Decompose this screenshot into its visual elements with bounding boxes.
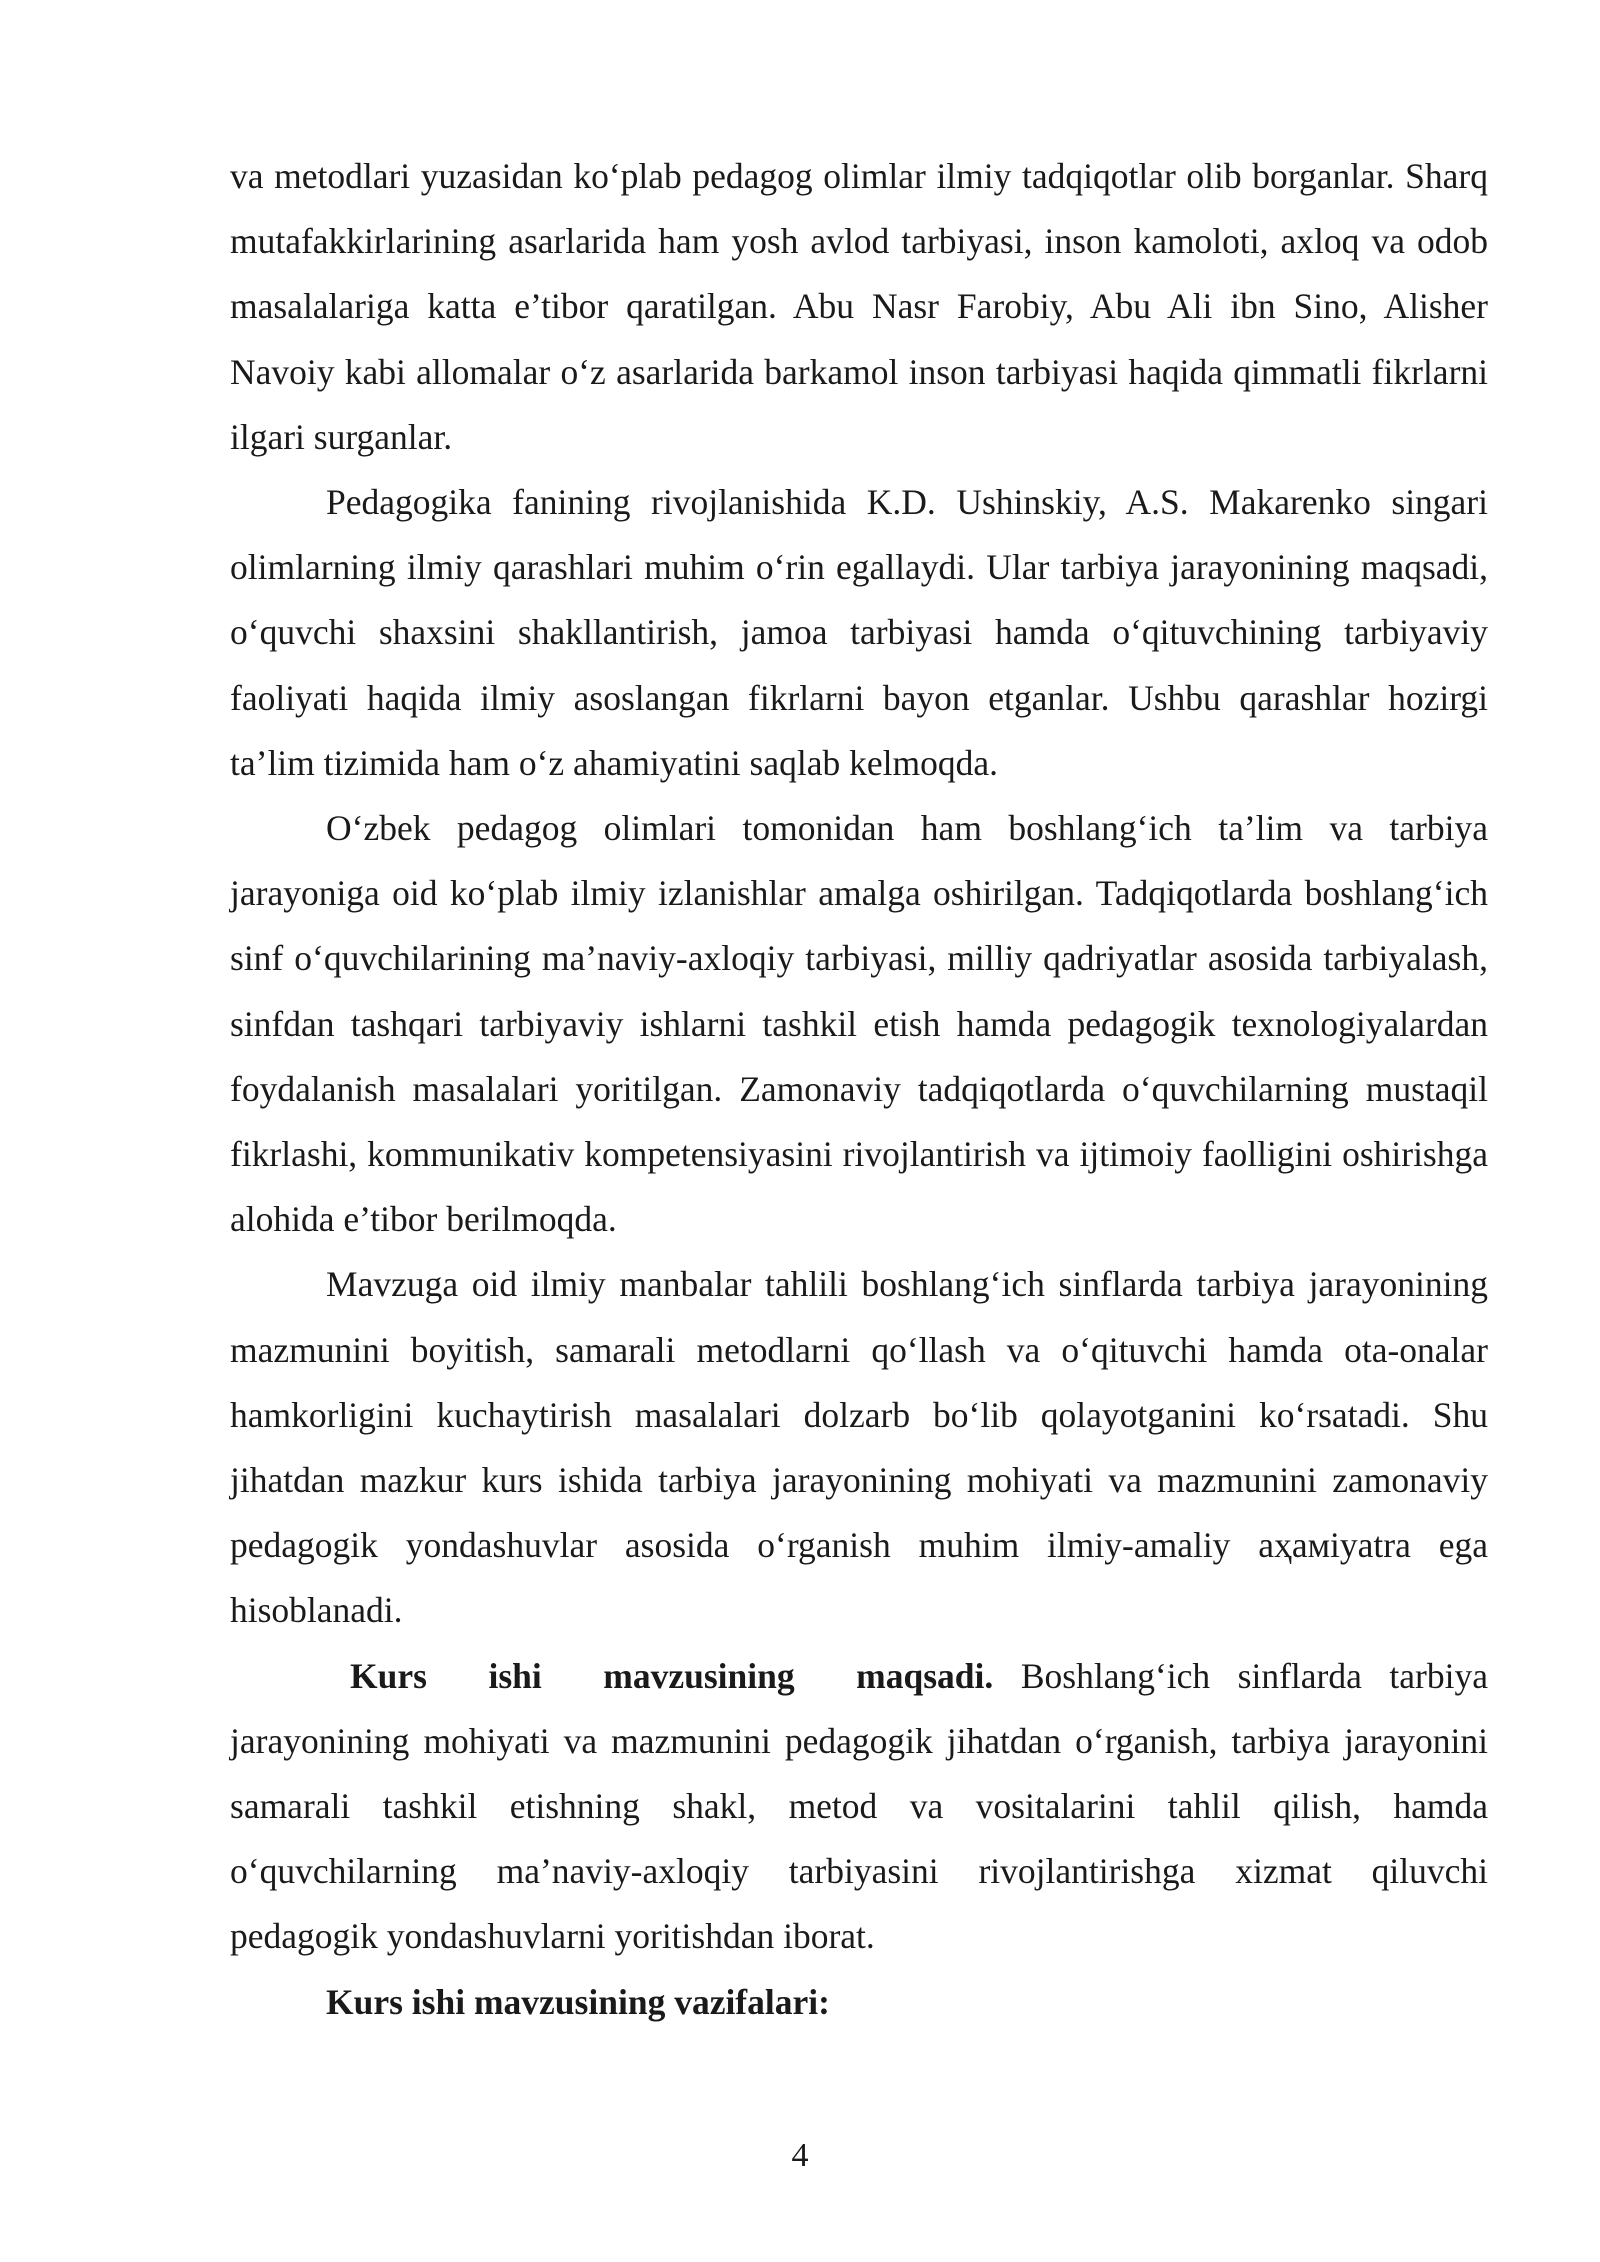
page-number: 4: [791, 2137, 809, 2174]
goal-paragraph: [230, 1644, 1488, 1970]
goal-heading: Kurs ishi mavzusining maqsadi.: [350, 1655, 994, 1696]
goal-text: Boshlang‘ich sinflarda tarbiya jarayonining mohiyati va mazmunini pedagogik jihatdan o‘rganish, tarbiya jarayonini samarali tashkil etishning shakl, metod va vositalarini tahlil qilish, hamda o‘quvchilarning ma’naviy-axloqiy tarbiyasini rivojlantirishga xizmat qiluvchi pedagogik yondashuvlarni yoritishdan iborat.: [230, 1655, 1488, 1957]
paragraph-1: va metodlari yuzasidan ko‘plab pedagog olimlar ilmiy tadqiqotlar olib borganlar. Sharq mutafakkirlarining asarlarida ham yosh avlod tarbiyasi, inson kamoloti, axloq va odob masalalariga katta e’tibor qaratilgan. Abu Nasr Farobiy, Abu Ali ibn Sino, Alisher Navoiy kabi allomalar o‘z asarlarida barkamol inson tarbiyasi haqida qimmatli fikrlarni ilgari surganlar.: [230, 156, 1488, 457]
paragraph-2: Pedagogika fanining rivojlanishida K.D. Ushinskiy, A.S. Makarenko singari olimlarning ilmiy qarashlari muhim o‘rin egallaydi. Ular tarbiya jarayonining maqsadi, o‘quvchi shaxsini shakllantirish, jamoa tarbiyasi hamda o‘qituvchining tarbiyaviy faoliyati haqida ilmiy asoslangan fikrlarni bayon etganlar. Ushbu qarashlar hozirgi ta’lim tizimida ham o‘z ahamiyatini saqlab kelmoqda.: [230, 482, 1488, 783]
paragraph-4: Mavzuga oid ilmiy manbalar tahlili boshlang‘ich sinflarda tarbiya jarayonining mazmunini boyitish, samarali metodlarni qo‘llash va o‘qituvchi hamda ota-onalar hamkorligini kuchaytirish masalalari dolzarb bo‘lib qolayotganini ko‘rsatadi. Shu jihatdan mazkur kurs ishida tarbiya jarayonining mohiyati va mazmunini zamonaviy pedagogik yondashuvlar asosida o‘rganish muhim ilmiy-amaliy aҳамiyatra ega hisoblanadi.: [230, 1264, 1488, 1631]
paragraph-3: O‘zbek pedagog olimlari tomonidan ham boshlang‘ich ta’lim va tarbiya jarayoniga oid ko‘plab ilmiy izlanishlar amalga oshirilgan. Tadqiqotlarda boshlang‘ich sinf o‘quvchilarining ma’naviy-axloqiy tarbiyasi, milliy qadriyatlar asosida tarbiyalash, sinfdan tashqari tarbiyaviy ishlarni tashkil etish hamda pedagogik texnologiyalardan foydalanish masalalari yoritilgan. Zamonaviy tadqiqotlarda o‘quvchilarning mustaqil fikrlashi, kommunikativ kompetensiyasini rivojlantirish va ijtimoiy faolligini oshirishga alohida e’tibor berilmoqda.: [230, 808, 1488, 1240]
document-page: [230, 144, 1488, 2035]
tasks-heading: Kurs ishi mavzusining vazifalari:: [326, 1981, 830, 2022]
